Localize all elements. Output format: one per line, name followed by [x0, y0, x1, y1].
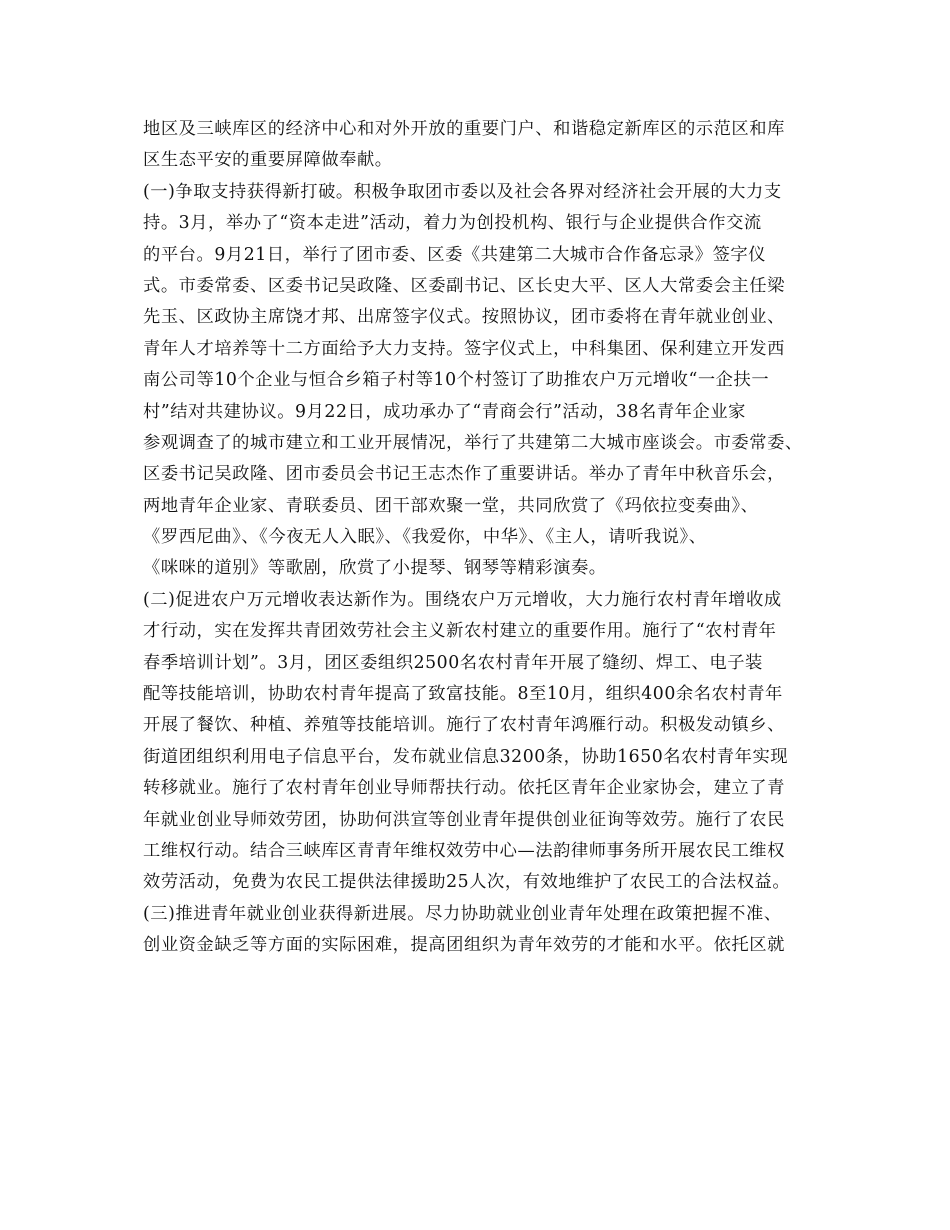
text-line: 《罗西尼曲》、《今夜无人入眠》、《我爱你，中华》、《主人，请听我说》、 — [143, 527, 707, 548]
text-line: 区生态平安的重要屏障做奉献。 — [143, 150, 393, 171]
text-line: 春季培训计划”。3月，团区委组织2500名农村青年开展了缝纫、焊工、电子装 — [143, 652, 763, 673]
text-line: 的平台。9月21日，举行了团市委、区委《共建第二大城市合作备忘录》签字仪 — [143, 244, 767, 265]
text-line: 式。市委常委、区委书记吴政隆、区委副书记、区长史大平、区人大常委会主任梁 — [143, 275, 785, 296]
text-line: 持。3月，举办了“资本走进”活动，着力为创投机构、银行与企业提供合作交流 — [143, 213, 762, 234]
text-line: (一)争取支持获得新打破。积极争取团市委以及社会各界对经济社会开展的大力支 — [143, 181, 782, 202]
text-line: 才行动，实在发挥共青团效劳社会主义新农村建立的重要作用。施行了“农村青年 — [143, 621, 777, 642]
text-line: 效劳活动，免费为农民工提供法律援助25人次，有效地维护了农民工的合法权益。 — [143, 872, 791, 893]
text-line: 配等技能培训，协助农村青年提高了致富技能。8至10月，组织400余名农村青年 — [143, 684, 783, 705]
text-line: 两地青年企业家、青联委员、团干部欢聚一堂，共同欣赏了《玛依拉变奏曲》、 — [143, 495, 759, 516]
text-line: 区委书记吴政隆、团市委员会书记王志杰作了重要讲话。举办了青年中秋音乐会， — [143, 464, 785, 485]
text-line: 先玉、区政协主席饶才邦、出席签字仪式。按照协议，团市委将在青年就业创业、 — [143, 307, 785, 328]
text-line: (二)促进农户万元增收表达新作为。围绕农户万元增收，大力施行农村青年增收成 — [143, 589, 782, 610]
text-line: 《咪咪的道别》等歌剧，欣赏了小提琴、钢琴等精彩演奏。 — [143, 558, 607, 579]
text-line: 开展了餐饮、种植、养殖等技能培训。施行了农村青年鸿雁行动。积极发动镇乡、 — [143, 715, 785, 736]
text-line: 村”结对共建协议。9月22日，成功承办了“青商会行”活动，38名青年企业家 — [143, 401, 746, 422]
text-line: (三)推进青年就业创业获得新进展。尽力协助就业创业青年处理在政策把握不准、 — [143, 903, 782, 924]
text-line: 参观调查了的城市建立和工业开展情况，举行了共建第二大城市座谈会。市委常委、 — [143, 432, 803, 453]
text-line: 工维权行动。结合三峡库区青青年维权效劳中心—法韵律师事务所开展农民工维权 — [143, 840, 785, 861]
document-body — [143, 114, 823, 962]
text-line: 南公司等10个企业与恒合乡箱子村等10个村签订了助推农户万元增收“一企扶一 — [143, 370, 770, 391]
text-line: 青年人才培养等十二方面给予大力支持。签字仪式上，中科集团、保利建立开发西 — [143, 338, 785, 359]
text-line: 地区及三峡库区的经济中心和对外开放的重要门户、和谐稳定新库区的示范区和库 — [143, 119, 785, 139]
text-line: 街道团组织利用电子信息平台，发布就业信息3200条，协助1650名农村青年实现 — [143, 746, 789, 767]
text-line: 转移就业。施行了农村青年创业导师帮扶行动。依托区青年企业家协会，建立了青 — [143, 778, 785, 799]
text-line: 年就业创业导师效劳团，协助何洪宣等创业青年提供创业征询等效劳。施行了农民 — [143, 809, 785, 830]
text-line: 创业资金缺乏等方面的实际困难，提高团组织为青年效劳的才能和水平。依托区就 — [143, 935, 785, 956]
